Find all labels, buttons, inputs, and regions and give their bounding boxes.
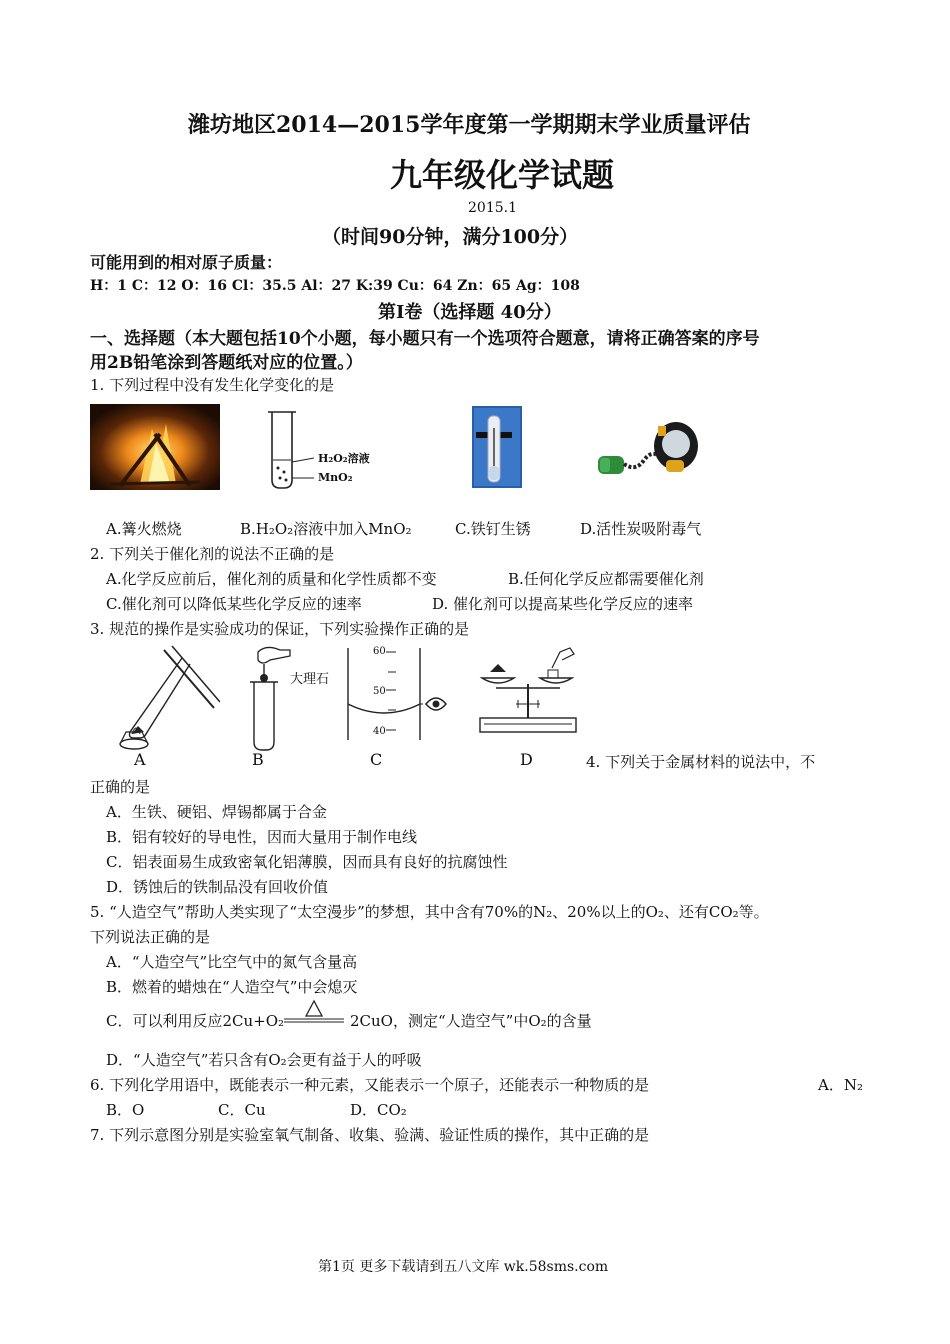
bonfire-image bbox=[90, 404, 220, 490]
cylinder-tick-40: 40 bbox=[373, 726, 386, 737]
q1-stem: 1. 下列过程中没有发生化学变化的是 bbox=[90, 376, 335, 394]
q5-option-c-right: 2CuO，测定“人造空气”中O₂的含量 bbox=[350, 1012, 592, 1030]
q4-stem-part2: 正确的是 bbox=[90, 778, 151, 796]
section-instructions-2: 用2B铅笔涂到答题纸对应的位置。） bbox=[90, 353, 363, 373]
q3-letter-d: D bbox=[520, 750, 533, 769]
fig-label-marble: 大理石 bbox=[290, 672, 330, 687]
q2-option-d: D. 催化剂可以提高某些化学反应的速率 bbox=[432, 595, 694, 613]
exam-date: 2015.1 bbox=[468, 200, 517, 216]
q1-option-d: D.活性炭吸附毒气 bbox=[580, 520, 702, 538]
q4-option-b: B．铝有较好的导电性，因而大量用于制作电线 bbox=[106, 828, 418, 846]
heating-test-tube-figure bbox=[110, 642, 220, 750]
q5-option-a: A．“人造空气”比空气中的氮气含量高 bbox=[106, 953, 358, 971]
q5-option-b: B．燃着的蜡烛在“人造空气”中会熄灭 bbox=[106, 978, 358, 996]
q6-option-d: D．CO₂ bbox=[350, 1101, 407, 1119]
q2-option-b: B.任何化学反应都需要催化剂 bbox=[508, 570, 704, 588]
q5-stem-line1: 5. “人造空气”帮助人类实现了“太空漫步”的梦想，其中含有70%的N₂、20%以上的O₂、还有CO₂等。 bbox=[90, 903, 769, 921]
balance-figure bbox=[476, 644, 580, 736]
q6-stem: 6. 下列化学用语中，既能表示一种元素，又能表示一个原子，还能表示一种物质的是 bbox=[90, 1076, 650, 1094]
exam-header-line1: 潍坊地区2014—2015学年度第一学期期末学业质量评估 bbox=[188, 112, 751, 138]
q4-option-d: D．锈蚀后的铁制品没有回收价值 bbox=[106, 878, 329, 896]
q1-option-a: A.篝火燃烧 bbox=[106, 520, 182, 538]
exam-title: 九年级化学试题 bbox=[390, 156, 615, 194]
section-title: 第Ⅰ卷（选择题 40分） bbox=[378, 302, 562, 323]
q2-option-c: C.催化剂可以降低某些化学反应的速率 bbox=[106, 595, 362, 613]
q1-option-c: C.铁钉生锈 bbox=[455, 520, 531, 538]
iron-nail-tube-image bbox=[472, 406, 522, 488]
q4-option-c: C．铝表面易生成致密氧化铝薄膜，因而具有良好的抗腐蚀性 bbox=[106, 853, 508, 871]
cylinder-tick-60: 60 bbox=[373, 646, 386, 657]
exam-time-note: （时间90分钟，满分100分） bbox=[322, 226, 579, 248]
q3-stem: 3. 规范的操作是实验成功的保证，下列实验操作正确的是 bbox=[90, 620, 470, 638]
gas-mask-image bbox=[596, 420, 700, 482]
q6-option-c: C．Cu bbox=[218, 1101, 266, 1119]
q3-letter-a: A bbox=[134, 750, 146, 769]
q3-letter-b: B bbox=[252, 750, 264, 769]
q5-stem-line2: 下列说法正确的是 bbox=[90, 928, 211, 946]
atomic-mass-values: H：1 C：12 O：16 Cl：35.5 Al：27 K:39 Cu：64 Zn：65 Ag：108 bbox=[90, 278, 580, 294]
heating-triangle-icon bbox=[282, 998, 346, 1024]
atomic-mass-heading: 可能用到的相对原子质量： bbox=[90, 253, 283, 272]
marble-into-tube-figure bbox=[240, 642, 302, 752]
section-instructions-1: 一、选择题（本大题包括10个小题，每小题只有一个选项符合题意，请将正确答案的序号 bbox=[90, 329, 760, 349]
cylinder-reading-figure bbox=[340, 646, 452, 740]
q6-option-a: A．N₂ bbox=[818, 1076, 863, 1094]
q4-stem-part1: 4. 下列关于金属材料的说法中，不 bbox=[586, 753, 816, 771]
q4-option-a: A．生铁、硬铝、焊锡都属于合金 bbox=[106, 803, 327, 821]
q3-letter-c: C bbox=[370, 750, 383, 769]
q2-option-a: A.化学反应前后，催化剂的质量和化学性质都不变 bbox=[106, 570, 437, 588]
fig-label-mno2: MnO₂ bbox=[318, 471, 353, 484]
q7-stem: 7. 下列示意图分别是实验室氧气制备、收集、验满、验证性质的操作，其中正确的是 bbox=[90, 1126, 650, 1144]
q5-option-c-left: C．可以利用反应2Cu+O₂ bbox=[106, 1012, 285, 1030]
q1-option-b: B.H₂O₂溶液中加入MnO₂ bbox=[240, 520, 412, 538]
fig-label-h2o2: H₂O₂溶液 bbox=[318, 452, 370, 465]
q5-option-d: D．“人造空气”若只含有O₂会更有益于人的呼吸 bbox=[106, 1051, 422, 1069]
q2-stem: 2. 下列关于催化剂的说法不正确的是 bbox=[90, 545, 335, 563]
cylinder-tick-50: 50 bbox=[373, 686, 386, 697]
q6-option-b: B．O bbox=[106, 1101, 145, 1119]
page-footer: 第1页 更多下载请到五八文库 wk.58sms.com bbox=[318, 1259, 609, 1275]
